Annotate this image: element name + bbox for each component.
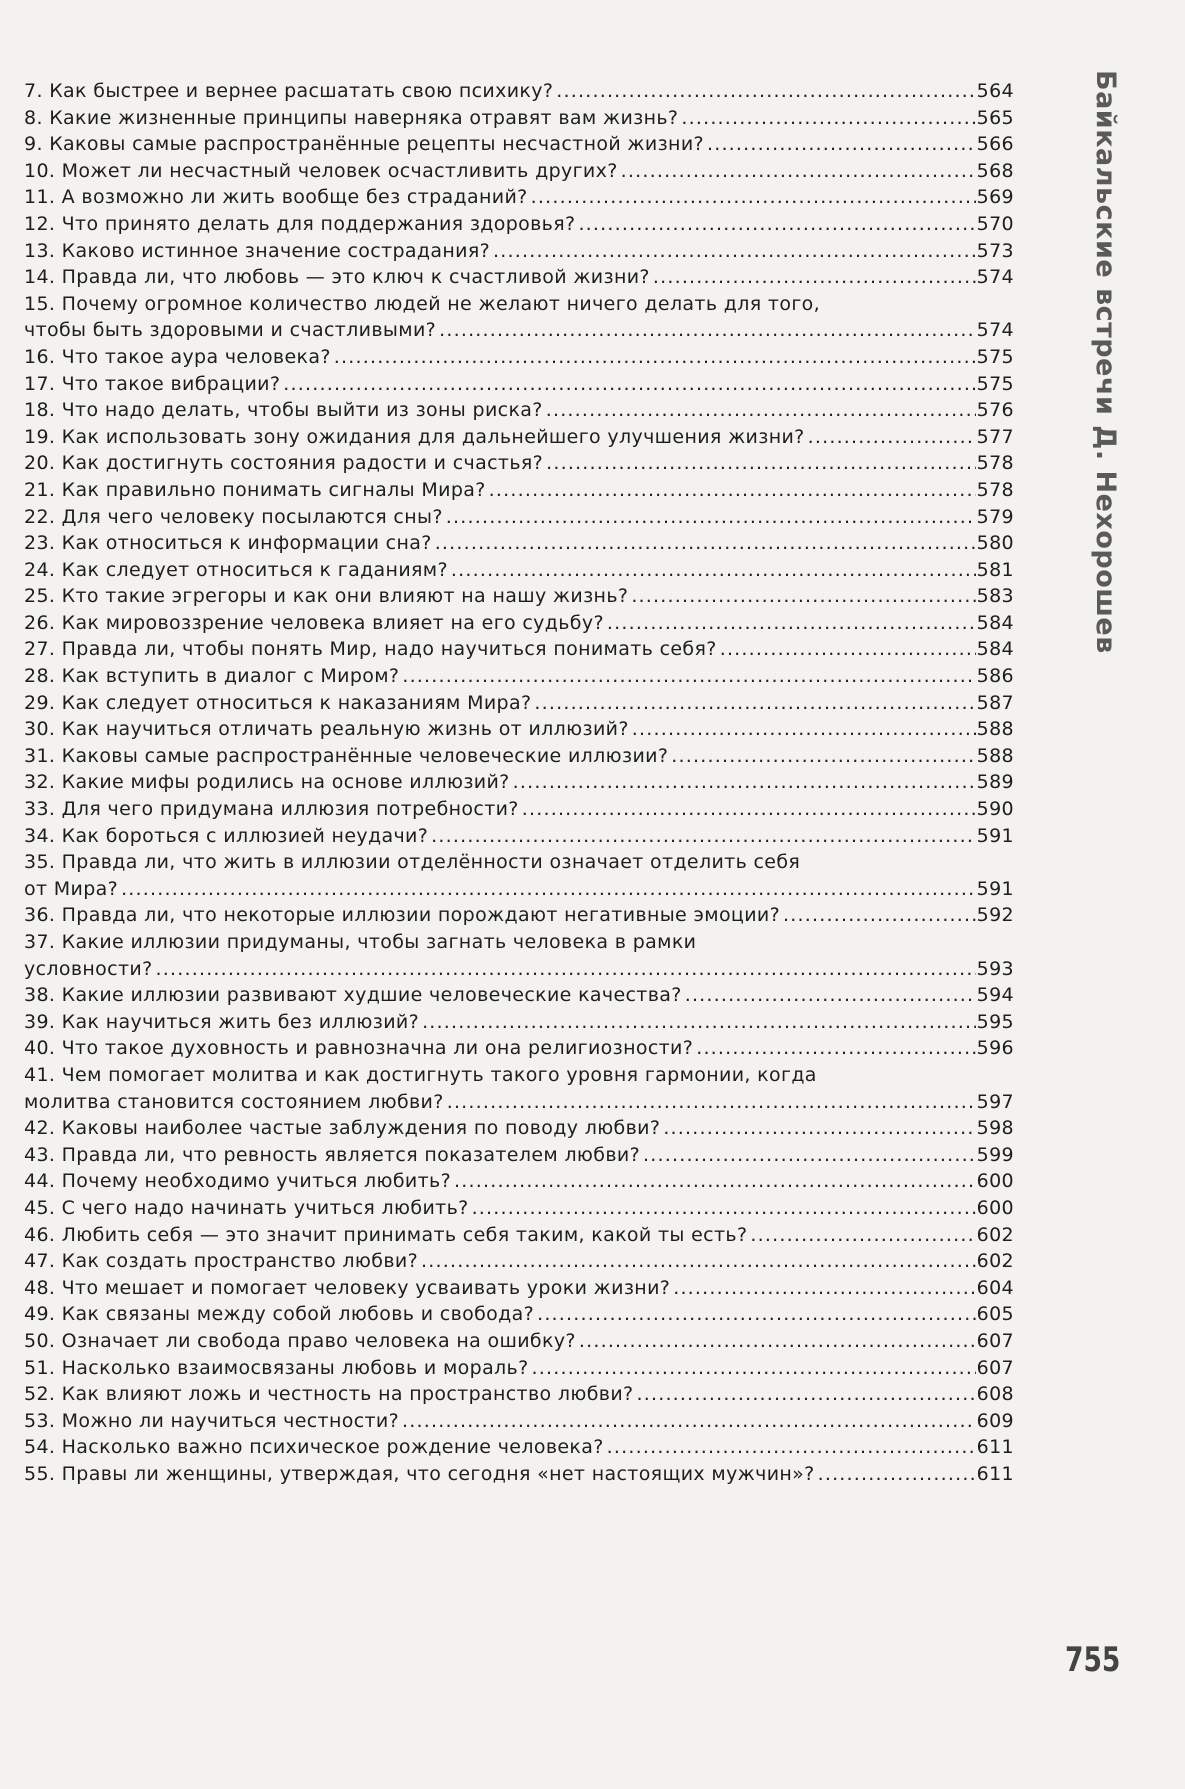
toc-entry-line [24,184,1014,211]
toc-entry-page: 565 [976,106,1014,129]
toc-entry [24,158,1014,185]
toc-entry [24,1328,1014,1355]
toc-entry-line [24,1328,1014,1355]
dot-leader [399,1408,976,1435]
toc-entry-line [24,344,1014,371]
toc-entry-page: 583 [976,585,1014,608]
toc-entry-line [24,876,1014,903]
toc-entry-page: 589 [976,771,1014,794]
toc-entry [24,397,1014,424]
toc-entry [24,131,1014,158]
toc-entry-page: 576 [976,399,1014,422]
dot-leader [628,583,975,610]
toc-entry-line [24,477,1014,504]
toc-entry-page: 578 [976,478,1014,501]
toc-entry-title: 13. Каково истинное значение сострадания? [24,239,491,262]
toc-entry-page: 581 [976,558,1014,581]
toc-entry [24,1275,1014,1302]
toc-entry-line [24,397,1014,424]
toc-entry [24,344,1014,371]
toc-entry-title: 48. Что мешает и помогает человеку усваивать уроки жизни? [24,1276,671,1299]
toc-entry-page: 602 [976,1250,1014,1273]
dot-leader [486,477,976,504]
toc-entry-page: 607 [976,1356,1014,1379]
toc-entry-line [24,849,1014,876]
toc-entry-line [24,504,1014,531]
dot-leader [280,371,975,398]
toc-entry [24,1434,1014,1461]
toc-entry-title: 55. Правы ли женщины, утверждая, что сегодня «нет настоящих мужчин»? [24,1462,815,1485]
toc-entry-line [24,1248,1014,1275]
toc-entry-title: молитва становится состоянием любви? [24,1090,444,1113]
toc-entry-page: 609 [976,1409,1014,1432]
toc-entry-line [24,690,1014,717]
toc-entry-line [24,1461,1014,1488]
running-header: Байкальские встречи Д. Нехорошев [1090,70,1121,654]
dot-leader [469,1195,976,1222]
toc-entry [24,902,1014,929]
toc-entry-line [24,1009,1014,1036]
toc-entry-page: 570 [976,212,1014,235]
dot-leader [704,131,976,158]
toc-entry-title: чтобы быть здоровыми и счастливыми? [24,319,437,342]
page-number: 755 [1065,1640,1121,1680]
toc-entry [24,477,1014,504]
dot-leader [444,1089,976,1116]
toc-entry-title: условности? [24,957,153,980]
toc-entry-page: 590 [976,798,1014,821]
toc-entry-title: 50. Означает ли свобода право человека на ошибку? [24,1329,576,1352]
toc-entry [24,823,1014,850]
toc-entry-line [24,636,1014,663]
toc-entry [24,1408,1014,1435]
toc-entry-title: 23. Как относиться к информации сна? [24,532,432,555]
toc-entry-line [24,716,1014,743]
toc-entry-line [24,78,1014,105]
toc-entry-title: 29. Как следует относиться к наказаниям Мира? [24,691,532,714]
toc-entry-line [24,557,1014,584]
toc-entry [24,743,1014,770]
toc-entry [24,371,1014,398]
toc-entry-page: 584 [976,638,1014,661]
dot-leader [618,158,976,185]
dot-leader [717,636,976,663]
toc-entry [24,184,1014,211]
toc-entry [24,716,1014,743]
toc-entry-title: 19. Как использовать зону ожидания для дальнейшего улучшения жизни? [24,425,805,448]
toc-entry [24,636,1014,663]
toc-entry [24,211,1014,238]
toc-entry-line [24,450,1014,477]
toc-entry-page: 569 [976,186,1014,209]
toc-entry-line [24,371,1014,398]
toc-entry-title: 21. Как правильно понимать сигналы Мира? [24,478,486,501]
dot-leader [682,982,976,1009]
toc-entry-page: 584 [976,611,1014,634]
toc-entry-page: 596 [976,1037,1014,1060]
toc-entry-title: 11. А возможно ли жить вообще без страданий? [24,186,528,209]
toc-entry [24,663,1014,690]
toc-entry-page: 574 [976,319,1014,342]
toc-entry-title: 16. Что такое аура человека? [24,345,331,368]
toc-entry-line [24,610,1014,637]
toc-entry-title: 35. Правда ли, что жить в иллюзии отделённости означает отделить себя [24,851,801,874]
toc-entry-page: 598 [976,1117,1014,1140]
dot-leader [780,902,976,929]
toc-entry [24,1195,1014,1222]
dot-leader [451,1168,976,1195]
toc-entry [24,849,1014,902]
toc-entry [24,450,1014,477]
dot-leader [805,424,976,451]
toc-entry-line [24,982,1014,1009]
dot-leader [543,450,976,477]
toc-entry-page: 579 [976,505,1014,528]
toc-entry-page: 574 [976,266,1014,289]
toc-entry-title: 44. Почему необходимо учиться любить? [24,1170,452,1193]
dot-leader [576,1328,976,1355]
toc-entry-line [24,131,1014,158]
toc-entry-line [24,238,1014,265]
toc-entry [24,1222,1014,1249]
toc-entry-line [24,1275,1014,1302]
toc-entry [24,1248,1014,1275]
toc-entry [24,1301,1014,1328]
toc-entry [24,504,1014,531]
toc-entry [24,1115,1014,1142]
toc-entry-page: 573 [976,239,1014,262]
toc-entry [24,238,1014,265]
toc-entry-title: 20. Как достигнуть состояния радости и счастья? [24,452,544,475]
toc-entry-line [24,956,1014,983]
toc-entry-title: 42. Каковы наиболее частые заблуждения по поводу любви? [24,1117,661,1140]
toc-entry-line [24,158,1014,185]
toc-entry [24,1355,1014,1382]
toc-entry-page: 599 [976,1143,1014,1166]
toc-entry-line [24,1408,1014,1435]
toc-entry-line [24,929,1014,956]
toc-entry-page: 575 [976,345,1014,368]
toc-entry-page: 588 [976,744,1014,767]
toc-entry-line [24,291,1014,318]
toc-entry [24,769,1014,796]
dot-leader [815,1461,976,1488]
toc-entry-title: 41. Чем помогает молитва и как достигнуть такого уровня гармонии, когда [24,1063,817,1086]
toc-entry-title: 28. Как вступить в диалог с Миром? [24,665,400,688]
toc-entry-title: 18. Что надо делать, чтобы выйти из зоны риска? [24,399,543,422]
toc-entry-line [24,317,1014,344]
dot-leader [693,1035,975,1062]
toc-entry-line [24,530,1014,557]
toc-entry-page: 593 [976,957,1014,980]
toc-entry [24,1168,1014,1195]
dot-leader [640,1142,976,1169]
toc-entry [24,610,1014,637]
toc-entry-page: 587 [976,691,1014,714]
toc-entry [24,1035,1014,1062]
dot-leader [670,1275,975,1302]
toc-entry-page: 577 [976,425,1014,448]
toc-entry-title: 34. Как бороться с иллюзией неудачи? [24,824,429,847]
toc-entry-page: 595 [976,1010,1014,1033]
toc-entry-title: 15. Почему огромное количество людей не желают ничего делать для того, [24,292,821,315]
toc-entry [24,424,1014,451]
dot-leader [419,1009,976,1036]
toc-entry-title: 22. Для чего человеку посылаются сны? [24,505,443,528]
toc-entry-page: 578 [976,452,1014,475]
toc-entry-line [24,1168,1014,1195]
toc-entry-line [24,743,1014,770]
dot-leader [331,344,976,371]
toc-entry-line [24,424,1014,451]
toc-entry-line [24,264,1014,291]
toc-entry-line [24,1142,1014,1169]
toc-entry-title: 49. Как связаны между собой любовь и свобода? [24,1303,535,1326]
toc-entry [24,1461,1014,1488]
dot-leader [543,397,976,424]
toc-entry-title: 24. Как следует относиться к гаданиям? [24,558,448,581]
dot-leader [118,876,976,903]
toc-entry-title: 52. Как влияют ложь и честность на пространство любви? [24,1383,634,1406]
toc-entry-line [24,211,1014,238]
toc-entry [24,1062,1014,1115]
toc-entry-page: 580 [976,532,1014,555]
toc-entry-title: 43. Правда ли, что ревность является показателем любви? [24,1143,641,1166]
toc-entry-title: 7. Как быстрее и вернее расшатать свою психику? [24,80,554,102]
toc-entry-page: 564 [976,80,1014,102]
dot-leader [510,769,976,796]
dot-leader [604,1434,976,1461]
toc-entry-page: 605 [976,1303,1014,1326]
toc-entry-title: 51. Насколько взаимосвязаны любовь и мораль? [24,1356,529,1379]
toc-entry-line [24,105,1014,132]
toc-entry-line [24,1222,1014,1249]
dot-leader [553,78,975,105]
toc-entry-title: 45. С чего надо начинать учиться любить? [24,1196,469,1219]
toc-entry-page: 611 [976,1462,1014,1485]
toc-entry-page: 594 [976,984,1014,1007]
toc-entry-title: 31. Каковы самые распространённые человеческие иллюзии? [24,744,669,767]
table-of-contents [24,78,1014,1487]
toc-entry-page: 591 [976,877,1014,900]
dot-leader [678,105,975,132]
toc-entry-page: 588 [976,718,1014,741]
toc-entry-page: 608 [976,1383,1014,1406]
toc-entry-page: 602 [976,1223,1014,1246]
toc-entry-page: 566 [976,133,1014,156]
dot-leader [443,504,976,531]
toc-entry-title: 47. Как создать пространство любви? [24,1250,419,1273]
dot-leader [660,1115,975,1142]
toc-entry-title: 9. Каковы самые распространённые рецепты несчастной жизни? [24,133,704,156]
toc-entry-line [24,796,1014,823]
toc-entry-page: 575 [976,372,1014,395]
dot-leader [448,557,976,584]
toc-entry-line [24,823,1014,850]
dot-leader [668,743,975,770]
toc-entry-page: 597 [976,1090,1014,1113]
toc-entry-title: 8. Какие жизненные принципы наверняка отравят вам жизнь? [24,106,679,129]
toc-entry-page: 586 [976,665,1014,688]
toc-entry-title: 25. Кто такие эгрегоры и как они влияют на нашу жизнь? [24,585,629,608]
toc-entry-line [24,1301,1014,1328]
toc-entry [24,105,1014,132]
toc-entry-title: 53. Можно ли научиться честности? [24,1409,400,1432]
toc-entry-title: 27. Правда ли, чтобы понять Мир, надо научиться понимать себя? [24,638,717,661]
dot-leader [436,317,976,344]
dot-leader [747,1222,975,1249]
dot-leader [519,796,976,823]
dot-leader [531,690,975,717]
dot-leader [575,211,975,238]
toc-entry-page: 568 [976,159,1014,182]
toc-entry-title: 30. Как научиться отличать реальную жизнь от иллюзий? [24,718,629,741]
dot-leader [399,663,975,690]
toc-entry-page: 592 [976,904,1014,927]
toc-entry [24,530,1014,557]
toc-entry-line [24,902,1014,929]
toc-entry-line [24,1355,1014,1382]
dot-leader [604,610,976,637]
toc-entry-line [24,1062,1014,1089]
dot-leader [534,1301,976,1328]
toc-entry [24,982,1014,1009]
toc-entry-title: 54. Насколько важно психическое рождение человека? [24,1436,604,1459]
toc-entry-page: 611 [976,1436,1014,1459]
toc-entry [24,796,1014,823]
toc-entry-title: 40. Что такое духовность и равнозначна ли она религиозности? [24,1037,694,1060]
toc-entry-line [24,663,1014,690]
toc-entry-title: 10. Может ли несчастный человек осчастливить других? [24,159,618,182]
toc-entry-title: 26. Как мировоззрение человека влияет на его судьбу? [24,611,604,634]
toc-entry-title: 36. Правда ли, что некоторые иллюзии порождают негативные эмоции? [24,904,781,927]
toc-entry [24,557,1014,584]
toc-entry [24,929,1014,982]
toc-entry-line [24,1381,1014,1408]
toc-entry-title: 14. Правда ли, что любовь — это ключ к счастливой жизни? [24,266,650,289]
toc-entry-title: 17. Что такое вибрации? [24,372,281,395]
dot-leader [490,238,976,265]
toc-entry-title: 39. Как научиться жить без иллюзий? [24,1010,420,1033]
dot-leader [528,184,976,211]
toc-entry-line [24,1035,1014,1062]
toc-entry-line [24,1089,1014,1116]
toc-entry-title: 12. Что принято делать для поддержания здоровья? [24,212,576,235]
toc-entry [24,78,1014,105]
toc-entry-title: 33. Для чего придумана иллюзия потребности? [24,798,519,821]
toc-entry-title: 32. Какие мифы родились на основе иллюзий? [24,771,510,794]
toc-entry-line [24,583,1014,610]
toc-entry-page: 591 [976,824,1014,847]
dot-leader [418,1248,976,1275]
toc-entry-line [24,1434,1014,1461]
toc-entry [24,1142,1014,1169]
toc-entry [24,291,1014,344]
toc-entry-line [24,1195,1014,1222]
dot-leader [633,1381,975,1408]
toc-entry-page: 604 [976,1276,1014,1299]
toc-entry [24,1009,1014,1036]
dot-leader [432,530,976,557]
toc-entry-line [24,1115,1014,1142]
toc-entry-title: от Мира? [24,877,119,900]
toc-entry [24,264,1014,291]
toc-entry-line [24,769,1014,796]
dot-leader [650,264,976,291]
dot-leader [428,823,976,850]
toc-entry-page: 600 [976,1170,1014,1193]
toc-entry [24,1381,1014,1408]
toc-entry-title: 46. Любить себя — это значит принимать себя таким, какой ты есть? [24,1223,748,1246]
toc-entry [24,583,1014,610]
toc-entry-title: 38. Какие иллюзии развивают худшие человеческие качества? [24,984,682,1007]
toc-entry-page: 607 [976,1329,1014,1352]
dot-leader [153,956,976,983]
dot-leader [529,1355,976,1382]
toc-entry-title: 37. Какие иллюзии придуманы, чтобы загнать человека в рамки [24,931,697,953]
toc-entry-page: 600 [976,1196,1014,1219]
dot-leader [629,716,976,743]
toc-entry [24,690,1014,717]
